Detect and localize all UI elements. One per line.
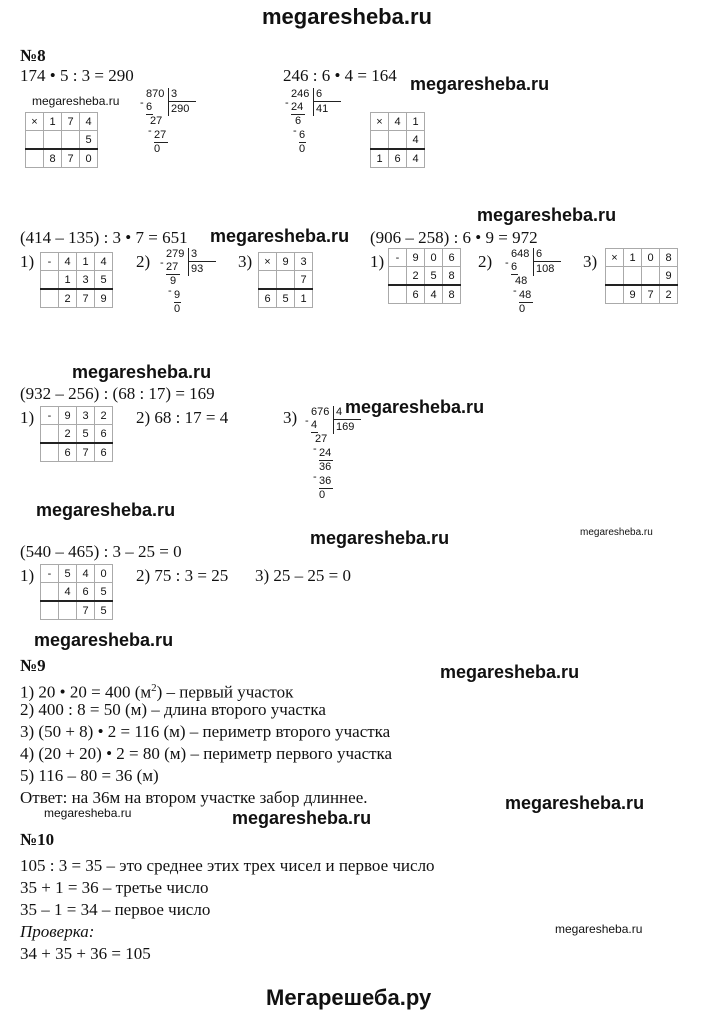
minus-sign: - — [305, 415, 309, 427]
task8-eq5: (932 – 256) : (68 : 17) = 169 — [20, 384, 215, 403]
grid-cell: 2 — [660, 285, 678, 304]
grid-cell: 6 — [407, 285, 425, 304]
grid-cell: 9 — [660, 267, 678, 286]
grid-cell: 6 — [59, 443, 77, 462]
watermark: megaresheba.ru — [232, 808, 372, 828]
watermark: megaresheba.ru — [477, 205, 617, 225]
grid-cell: - — [41, 253, 59, 271]
sub-grid-932-256 — [40, 406, 113, 462]
grid-cell: 5 — [95, 601, 113, 620]
grid-cell — [41, 289, 59, 308]
task9-answer: Ответ: на 36м на втором участке забор длиннее. — [20, 788, 368, 807]
grid-cell: 0 — [80, 149, 98, 168]
task8-eq4: (906 – 258) : 6 • 9 = 972 — [370, 228, 538, 247]
grid-cell: 1 — [295, 289, 313, 308]
grid-cell: 4 — [95, 253, 113, 271]
grid-cell — [259, 271, 277, 290]
grid-cell: × — [259, 253, 277, 271]
minus-sign: - — [505, 257, 509, 269]
grid-cell: 6 — [95, 425, 113, 444]
task9-line1-a: 1) 20 • 20 = 400 (м — [20, 682, 152, 702]
grid-cell: 5 — [425, 267, 443, 286]
task9-line1-b: ) – первый участок — [156, 682, 294, 702]
minus-sign: - — [293, 125, 297, 137]
grid-cell: 4 — [59, 583, 77, 602]
watermark: megaresheba.ru — [580, 527, 653, 538]
step-label: 3) — [283, 408, 298, 427]
grid-cell: 2 — [59, 425, 77, 444]
remainder: 6 — [295, 115, 302, 127]
grid-cell: 6 — [259, 289, 277, 308]
step-label: 3) — [583, 252, 598, 271]
step-label: 1) — [370, 252, 385, 271]
divisor: 3 — [171, 88, 178, 100]
grid-cell: 6 — [443, 249, 461, 267]
task8-eq1: 174 • 5 : 3 = 290 — [20, 66, 134, 85]
subtrahend: 24 — [291, 101, 304, 113]
task9-line4: 4) (20 + 20) • 2 = 80 (м) – периметр первого участка — [20, 744, 393, 763]
grid-cell: 7 — [642, 285, 660, 304]
task8-eq6-step2: 2) 75 : 3 = 25 — [136, 566, 229, 585]
grid-cell: 1 — [371, 149, 389, 168]
grid-cell: 1 — [624, 249, 642, 267]
subtrahend: 24 — [319, 447, 332, 459]
grid-cell: - — [41, 565, 59, 583]
division-rule — [168, 101, 196, 102]
grid-cell: 1 — [44, 113, 62, 131]
mult-grid-174x5 — [25, 112, 98, 168]
grid-cell — [41, 601, 59, 620]
step-label: 3) — [238, 252, 253, 271]
grid-cell: 5 — [59, 565, 77, 583]
task8-eq6-step3: 3) 25 – 25 = 0 — [255, 566, 351, 585]
dividend: 648 — [511, 248, 530, 260]
mult-grid-108x9 — [605, 248, 678, 304]
watermark: megaresheba.ru — [555, 922, 643, 936]
grid-cell — [371, 131, 389, 150]
subtrahend: 36 — [319, 475, 332, 487]
minus-sign: - — [140, 97, 144, 109]
divisor: 3 — [191, 248, 198, 260]
remainder: 0 — [299, 143, 306, 155]
task8-eq6: (540 – 465) : 3 – 25 = 0 — [20, 542, 182, 561]
grid-cell — [606, 267, 624, 286]
watermark: megaresheba.ru — [44, 806, 132, 820]
divisor: 4 — [336, 406, 343, 418]
grid-cell: 9 — [624, 285, 642, 304]
division-bar — [168, 88, 169, 116]
step-label: 1) — [20, 252, 35, 271]
division-rule — [188, 261, 216, 262]
grid-cell: 5 — [95, 271, 113, 290]
grid-cell: 2 — [95, 407, 113, 425]
watermark: megaresheba.ru — [32, 94, 120, 108]
watermark: megaresheba.ru — [210, 226, 350, 246]
grid-cell — [624, 267, 642, 286]
grid-cell — [277, 271, 295, 290]
mult-grid-93x7 — [258, 252, 313, 308]
dividend: 676 — [311, 406, 330, 418]
task9-line1-sup: 2 — [151, 682, 157, 694]
grid-cell: 2 — [407, 267, 425, 286]
grid-cell: 7 — [77, 289, 95, 308]
watermark: megaresheba.ru — [72, 362, 212, 382]
grid-cell: 8 — [443, 267, 461, 286]
task8-title: №8 — [20, 46, 46, 65]
watermark: megaresheba.ru — [505, 793, 645, 813]
grid-cell: 8 — [443, 285, 461, 304]
grid-cell — [389, 285, 407, 304]
task8-eq3: (414 – 135) : 3 • 7 = 651 — [20, 228, 188, 247]
task10-line1: 105 : 3 = 35 – это среднее этих трех чисел и первое число — [20, 856, 435, 875]
division-rule — [333, 419, 361, 420]
grid-cell — [26, 149, 44, 168]
grid-cell: 2 — [59, 289, 77, 308]
grid-cell: - — [389, 249, 407, 267]
grid-cell: 1 — [59, 271, 77, 290]
grid-cell: 1 — [77, 253, 95, 271]
grid-cell: 7 — [62, 113, 80, 131]
task10-line4: 34 + 35 + 36 = 105 — [20, 944, 151, 963]
grid-cell: 3 — [77, 271, 95, 290]
bottom-watermark: Мегарешеба.ру — [266, 985, 432, 1010]
grid-cell: 7 — [62, 149, 80, 168]
subtrahend: 6 — [511, 261, 518, 273]
grid-cell — [26, 131, 44, 150]
remainder: 0 — [519, 303, 526, 315]
grid-cell: 9 — [277, 253, 295, 271]
grid-cell: 4 — [407, 149, 425, 168]
quotient: 169 — [336, 421, 355, 433]
grid-cell — [606, 285, 624, 304]
grid-cell — [642, 267, 660, 286]
grid-cell — [41, 583, 59, 602]
grid-cell: 5 — [80, 131, 98, 150]
subtrahend: 27 — [166, 261, 179, 273]
quotient: 93 — [191, 263, 204, 275]
subtrahend: 6 — [146, 101, 153, 113]
sub-grid-414-135 — [40, 252, 113, 308]
minus-sign: - — [148, 125, 152, 137]
dividend: 279 — [166, 248, 185, 260]
quotient: 41 — [316, 103, 329, 115]
grid-cell: 6 — [95, 443, 113, 462]
task8-eq5-step2: 2) 68 : 17 = 4 — [136, 408, 229, 427]
grid-cell — [59, 601, 77, 620]
division-rule — [533, 261, 561, 262]
grid-cell: 8 — [44, 149, 62, 168]
task10-title: №10 — [20, 830, 55, 849]
task9-title: №9 — [20, 656, 46, 675]
watermark: megaresheba.ru — [410, 74, 550, 94]
grid-cell: 8 — [660, 249, 678, 267]
minus-sign: - — [160, 257, 164, 269]
grid-cell: 4 — [407, 131, 425, 150]
remainder: 27 — [150, 115, 163, 127]
grid-cell: 4 — [59, 253, 77, 271]
remainder: 0 — [154, 143, 161, 155]
minus-sign: - — [513, 285, 517, 297]
watermark: megaresheba.ru — [36, 500, 176, 520]
watermark: megaresheba.ru — [345, 397, 485, 417]
watermark: megaresheba.ru — [440, 662, 580, 682]
grid-cell: 3 — [295, 253, 313, 271]
subtrahend: 9 — [174, 289, 181, 301]
minus-sign: - — [313, 443, 317, 455]
subtrahend: 48 — [519, 289, 532, 301]
grid-cell: 0 — [95, 565, 113, 583]
step-label: 2) — [478, 252, 493, 271]
watermark: megaresheba.ru — [34, 630, 174, 650]
step-label: 1) — [20, 408, 35, 427]
division-bar — [333, 406, 334, 434]
division-bar — [313, 88, 314, 116]
grid-cell: - — [41, 407, 59, 425]
minus-sign: - — [313, 471, 317, 483]
task10-check: Проверка: — [20, 922, 95, 941]
grid-cell: 4 — [425, 285, 443, 304]
grid-cell: 0 — [425, 249, 443, 267]
grid-cell — [41, 425, 59, 444]
remainder: 0 — [174, 303, 181, 315]
grid-cell: 7 — [77, 443, 95, 462]
grid-cell: 7 — [77, 601, 95, 620]
top-watermark: megaresheba.ru — [262, 4, 432, 29]
grid-cell: 9 — [59, 407, 77, 425]
mult-grid-41x4 — [370, 112, 425, 168]
divisor: 6 — [316, 88, 323, 100]
grid-cell: 3 — [77, 407, 95, 425]
task10-line2: 35 + 1 = 36 – третье число — [20, 878, 209, 897]
task9-line5: 5) 116 – 80 = 36 (м) — [20, 766, 159, 785]
grid-cell — [389, 267, 407, 286]
watermark: megaresheba.ru — [310, 528, 450, 548]
sub-grid-540-465 — [40, 564, 113, 620]
grid-cell — [41, 271, 59, 290]
grid-cell: 4 — [77, 565, 95, 583]
remainder: 48 — [515, 275, 528, 287]
grid-cell: 5 — [77, 425, 95, 444]
task9-line1 — [20, 678, 293, 703]
minus-sign: - — [168, 285, 172, 297]
grid-cell — [41, 443, 59, 462]
grid-cell: 5 — [277, 289, 295, 308]
sub-grid-906-258 — [388, 248, 461, 304]
subtrahend: 27 — [154, 129, 167, 141]
dividend: 246 — [291, 88, 310, 100]
grid-cell: × — [606, 249, 624, 267]
grid-cell: 4 — [80, 113, 98, 131]
division-bar — [188, 248, 189, 276]
grid-cell: 4 — [389, 113, 407, 131]
remainder: 9 — [170, 275, 177, 287]
grid-cell: 0 — [642, 249, 660, 267]
task10-line3: 35 – 1 = 34 – первое число — [20, 900, 211, 919]
grid-cell: 7 — [295, 271, 313, 290]
task9-line3: 3) (50 + 8) • 2 = 116 (м) – периметр второго участка — [20, 722, 391, 741]
remainder: 36 — [319, 461, 332, 473]
grid-cell: 9 — [407, 249, 425, 267]
grid-cell: 5 — [95, 583, 113, 602]
remainder: 0 — [319, 489, 326, 501]
subtrahend: 4 — [311, 419, 318, 431]
dividend: 870 — [146, 88, 165, 100]
grid-cell — [44, 131, 62, 150]
grid-cell: × — [371, 113, 389, 131]
grid-cell: 6 — [389, 149, 407, 168]
grid-cell — [389, 131, 407, 150]
step-label: 2) — [136, 252, 151, 271]
quotient: 290 — [171, 103, 190, 115]
grid-cell: 6 — [77, 583, 95, 602]
task8-eq2: 246 : 6 • 4 = 164 — [283, 66, 397, 85]
division-rule — [313, 101, 341, 102]
subtrahend: 6 — [299, 129, 306, 141]
remainder: 27 — [315, 433, 328, 445]
minus-sign: - — [285, 97, 289, 109]
grid-cell — [62, 131, 80, 150]
divisor: 6 — [536, 248, 543, 260]
quotient: 108 — [536, 263, 555, 275]
grid-cell: 9 — [95, 289, 113, 308]
division-bar — [533, 248, 534, 276]
grid-cell: 1 — [407, 113, 425, 131]
grid-cell: × — [26, 113, 44, 131]
step-label: 1) — [20, 566, 35, 585]
task9-line2: 2) 400 : 8 = 50 (м) – длина второго участка — [20, 700, 326, 719]
